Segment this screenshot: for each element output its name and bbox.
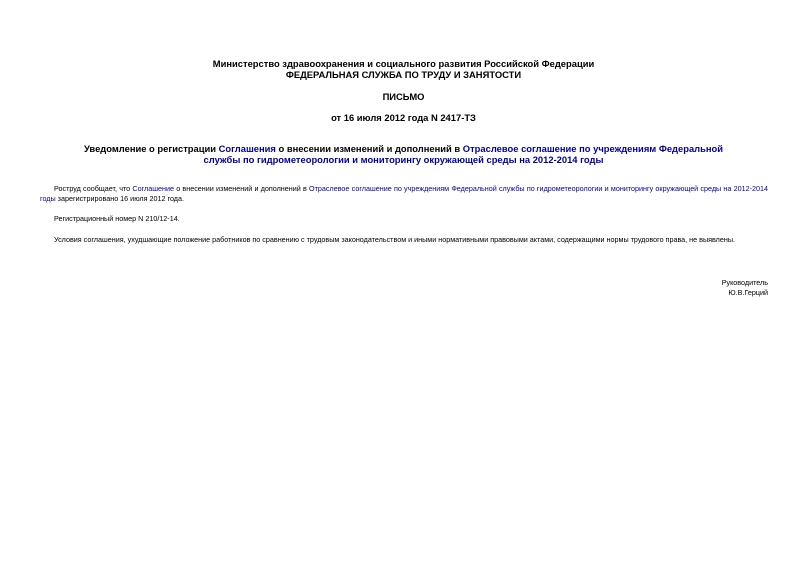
signature-title: Руководитель: [721, 278, 768, 287]
p1-link-agreement[interactable]: Соглашение: [132, 184, 174, 193]
subject-text-1: Уведомление о регистрации: [83, 143, 219, 154]
p1-text-2: о внесении изменений и дополнений в: [173, 184, 310, 193]
subject-link-agreement[interactable]: Соглашения: [218, 143, 276, 154]
signature-name: Ю.В.Герций: [728, 288, 768, 297]
document-date-number: от 16 июля 2012 года N 2417-ТЗ: [331, 112, 476, 123]
paragraph-registration-number: Регистрационный номер N 210/12-14.: [54, 214, 180, 223]
issuer-block: [40, 58, 767, 80]
ministry-name: Министерство здравоохранения и социального развития Российской Федерации: [212, 58, 595, 69]
p1-text-1: Роструд сообщает, что: [54, 184, 133, 193]
document-type: ПИСЬМО: [382, 91, 425, 102]
p1-link-industry-agreement[interactable]: Отраслевое соглашение по учреждениям Федеральной службы по гидрометеорологии и мониторингу окружающей среды на 2012-2014 годы: [40, 184, 768, 203]
subject-link-industry-agreement[interactable]: Отраслевое соглашение по учреждениям Федеральной службы по гидрометеорологии и мониторингу окружающей среды на 2012-2014 годы: [203, 143, 724, 165]
service-name: ФЕДЕРАЛЬНАЯ СЛУЖБА ПО ТРУДУ И ЗАНЯТОСТИ: [285, 69, 522, 80]
paragraph-conditions: Условия соглашения, ухудшающие положение работников по сравнению с трудовым законодательством и иными нормативными правовыми актами, содержащими нормы трудового права, не выявлены.: [54, 235, 735, 244]
document-subject: [70, 143, 737, 165]
subject-text-2: о внесении изменений и дополнений в: [275, 143, 463, 154]
p1-text-3: зарегистрировано 16 июля 2012 года.: [55, 194, 184, 203]
paragraph-notice: [40, 184, 768, 204]
